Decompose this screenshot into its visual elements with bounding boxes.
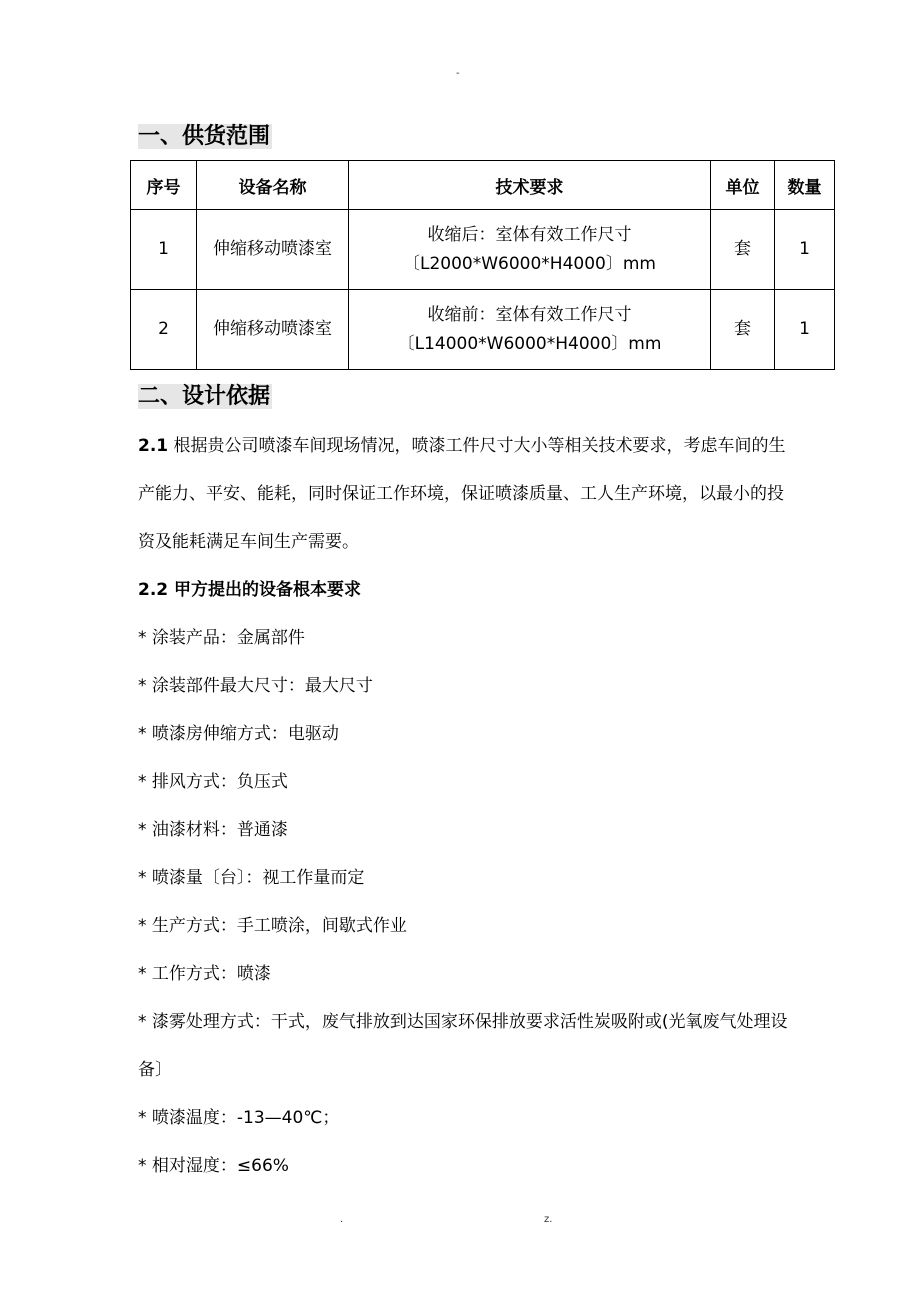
list-item: * 生产方式：手工喷涂，间歇式作业 [138, 916, 407, 936]
list-item: * 喷漆房伸缩方式：电驱动 [138, 724, 339, 744]
list-item: * 油漆材料：普通漆 [138, 820, 288, 840]
paragraph-text: 根据贵公司喷漆车间现场情况，喷漆工件尺寸大小等相关技术要求，考虑车间的生产能力、平安、能耗，同时保证工作环境，保证喷漆质量、工人生产环境，以最小的投资及能耗满足车间生产需要。 [138, 436, 786, 552]
header-mark: - [456, 68, 460, 79]
cell-name: 伸缩移动喷漆室 [197, 290, 349, 370]
requirement-line: 收缩后：室体有效工作尺寸 [427, 224, 632, 245]
subheading-2-2 [138, 578, 798, 602]
paragraph-2-1 [138, 422, 798, 566]
list-item: * 工作方式：喷漆 [138, 964, 271, 984]
footer-left-mark: . [340, 1214, 344, 1225]
cell-no: 2 [131, 290, 197, 370]
section-title-design-basis [138, 380, 272, 414]
cell-unit: 套 [711, 210, 775, 290]
section-title-supply-scope [138, 120, 272, 154]
requirement-line: 收缩前：室体有效工作尺寸 [427, 304, 632, 325]
requirement-dimensions: 〔L14000*W6000*H4000〕mm [397, 333, 662, 354]
col-header-qty: 数量 [775, 161, 835, 210]
list-item: * 涂装产品：金属部件 [138, 628, 305, 648]
cell-name: 伸缩移动喷漆室 [197, 210, 349, 290]
supply-table [130, 160, 835, 370]
col-header-requirement: 技术要求 [349, 161, 711, 210]
paragraph-number: 2.1 [138, 436, 169, 456]
requirement-dimensions: 〔L2000*W6000*H4000〕mm [403, 253, 656, 274]
cell-qty: 1 [775, 290, 835, 370]
section-title-text: 一、供货范围 [138, 124, 271, 149]
footer-right-mark: z. [544, 1214, 553, 1225]
list-item: * 相对湿度：≤66% [138, 1156, 289, 1176]
table-row [131, 210, 835, 290]
col-header-no: 序号 [131, 161, 197, 210]
cell-no: 1 [131, 210, 197, 290]
table-row [131, 290, 835, 370]
list-item: * 排风方式：负压式 [138, 772, 288, 792]
section-title-text: 二、设计依据 [138, 384, 271, 409]
cell-requirement [349, 290, 711, 370]
list-item: * 涂装部件最大尺寸：最大尺寸 [138, 676, 373, 696]
list-item: * 喷漆温度：-13—40℃； [138, 1108, 340, 1128]
col-header-name: 设备名称 [197, 161, 349, 210]
col-header-unit: 单位 [711, 161, 775, 210]
table-header-row [131, 161, 835, 210]
cell-qty: 1 [775, 210, 835, 290]
cell-requirement [349, 210, 711, 290]
list-item: * 喷漆量〔台〕：视工作量而定 [138, 868, 365, 888]
list-item: * 漆雾处理方式：干式，废气排放到达国家环保排放要求活性炭吸附或(光氧废气处理设备〕 [138, 1012, 788, 1080]
subheading-text: 2.2 甲方提出的设备根本要求 [138, 580, 362, 600]
cell-unit: 套 [711, 290, 775, 370]
